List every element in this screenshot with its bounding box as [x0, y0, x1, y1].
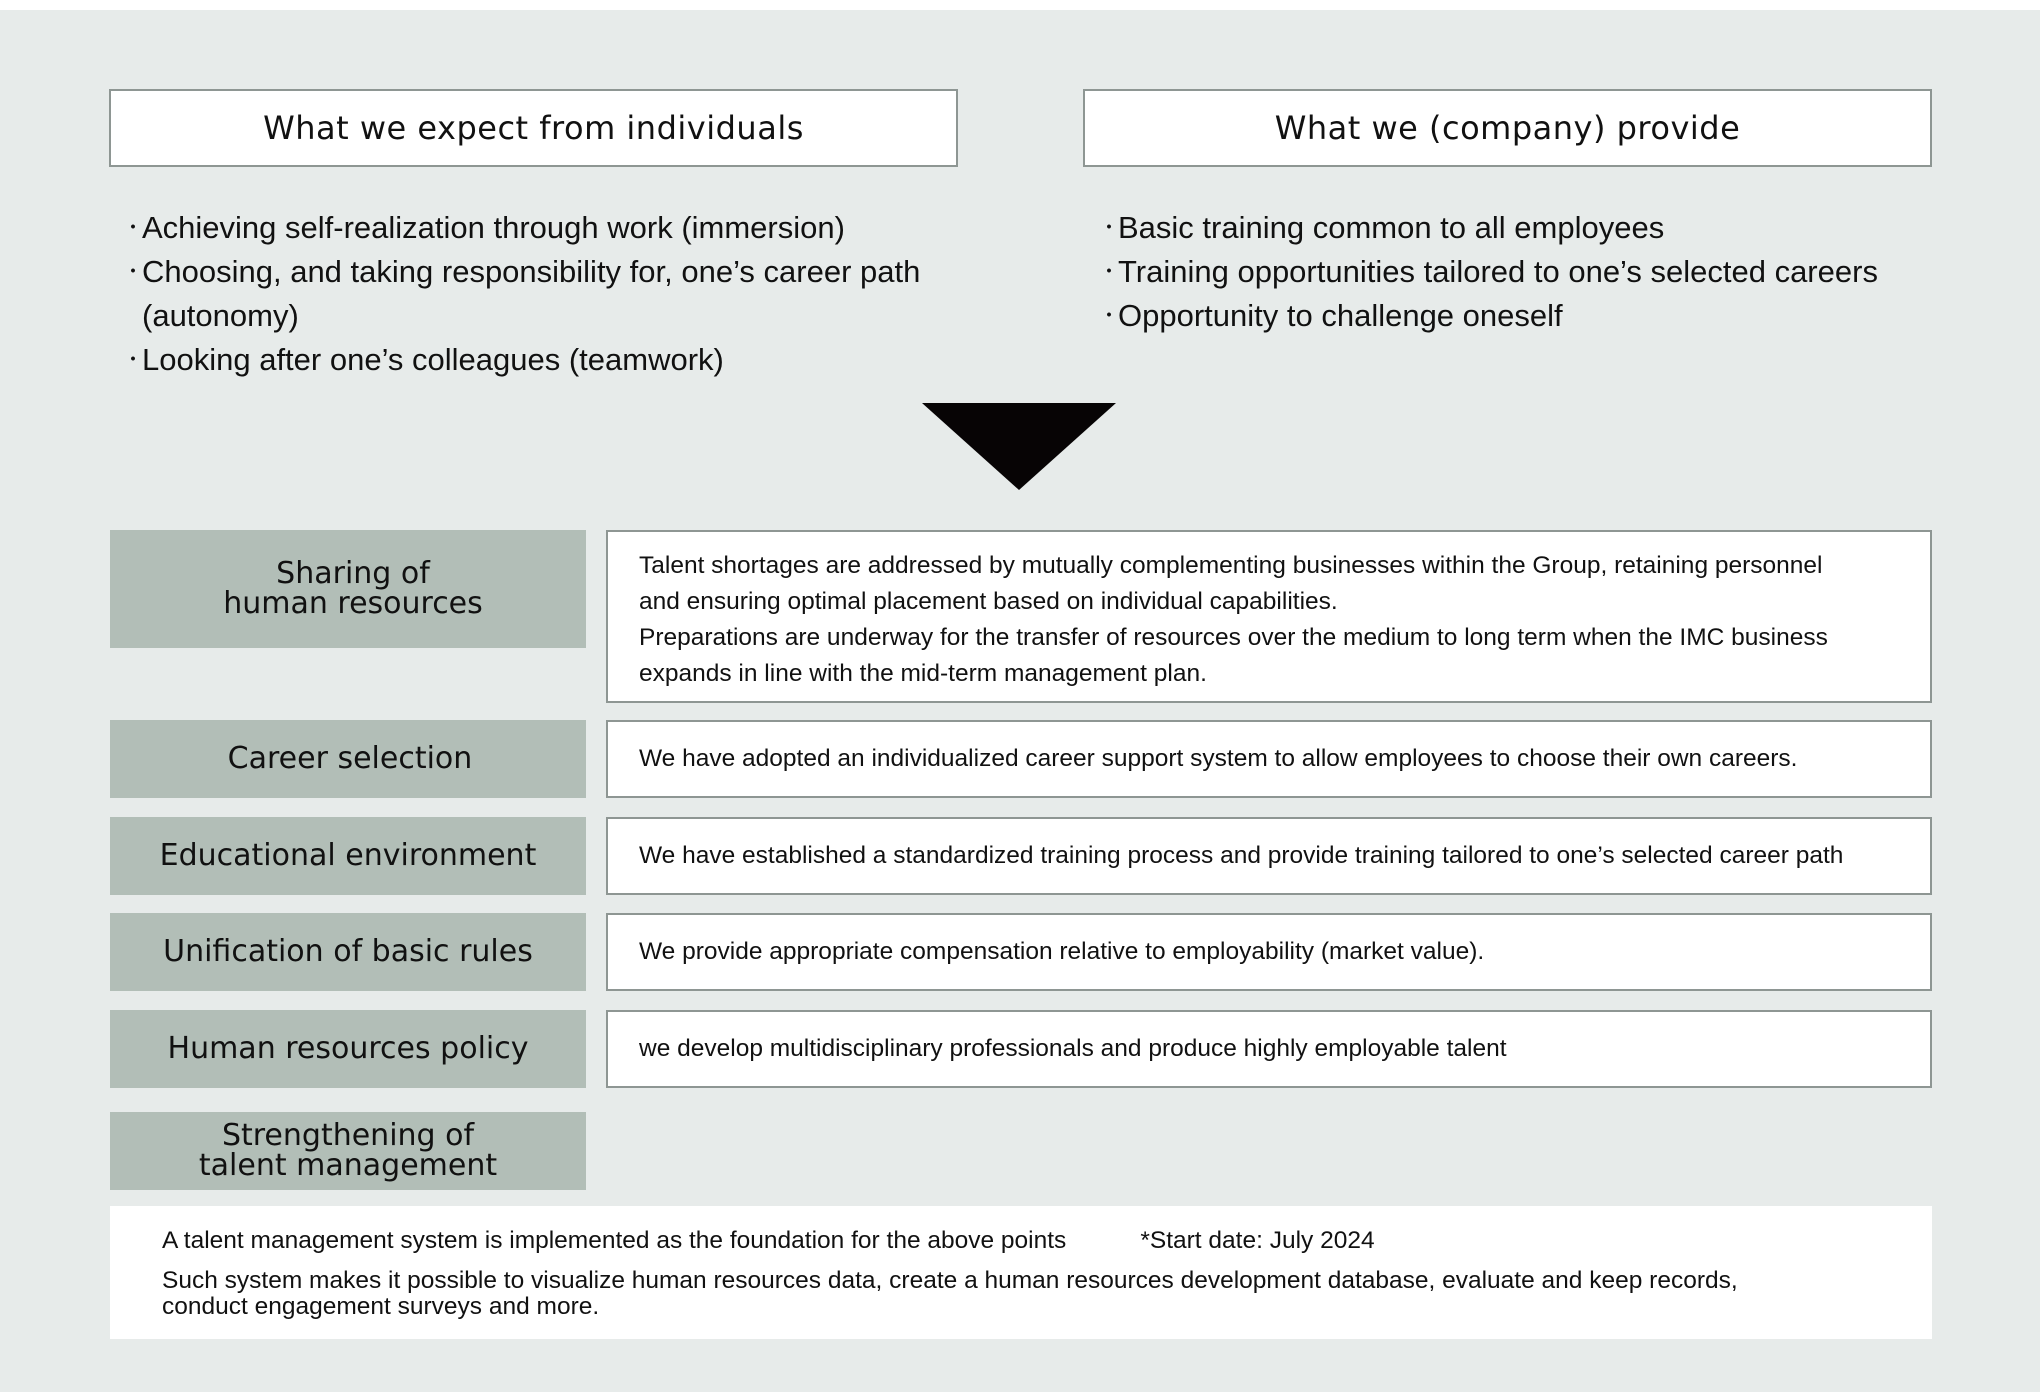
bullet-icon: ・: [122, 259, 145, 284]
label-text: Human resources policy: [167, 1031, 529, 1066]
label-line: Strengthening of: [221, 1118, 475, 1153]
individual-expectations-list: [118, 206, 958, 382]
label-human-resources-policy: [110, 1010, 586, 1088]
content-sharing-of-human-resources: [606, 530, 1932, 703]
bullet-icon: ・: [122, 347, 145, 372]
label-line: human resources: [223, 586, 483, 621]
content-text: We have established a standardized training process and provide training tailored to one’s selected career path: [639, 842, 1844, 869]
label-career-selection: [110, 720, 586, 798]
header-company-provides: [1083, 89, 1932, 167]
list-item: [118, 206, 958, 250]
label-text: Educational environment: [159, 838, 537, 873]
list-item: [118, 338, 958, 382]
content-text: we develop multidisciplinary professionals and produce highly employable talent: [639, 1035, 1507, 1062]
list-item-text: Looking after one’s colleagues (teamwork): [142, 342, 724, 377]
label-sharing-of-human-resources: [110, 530, 586, 648]
list-item-text: Basic training common to all employees: [1118, 210, 1665, 245]
list-item: [1094, 250, 1934, 294]
bullet-icon: ・: [122, 215, 145, 240]
start-date: *Start date: July 2024: [1140, 1227, 1375, 1254]
content-unification-of-basic-rules: [606, 913, 1932, 991]
label-text: Career selection: [227, 741, 473, 776]
content-line: Preparations are underway for the transfer of resources over the medium to long term when the IMC business: [639, 624, 1828, 651]
content-career-selection: [606, 720, 1932, 798]
list-item: [1094, 294, 1934, 338]
list-item-text: Opportunity to challenge oneself: [1118, 298, 1563, 333]
label-educational-environment: [110, 817, 586, 895]
bullet-icon: ・: [1098, 215, 1121, 240]
label-strengthening-of-talent-management: [110, 1112, 586, 1190]
list-item: [118, 250, 958, 338]
label-text: Unification of basic rules: [163, 934, 533, 969]
list-item: [1094, 206, 1934, 250]
label-unification-of-basic-rules: [110, 913, 586, 991]
content-text: We have adopted an individualized career support system to allow employees to choose their own careers.: [639, 745, 1798, 772]
content-line: and ensuring optimal placement based on individual capabilities.: [639, 588, 1338, 615]
label-line: talent management: [198, 1148, 498, 1183]
note-line: A talent management system is implemented as the foundation for the above points: [162, 1227, 1067, 1254]
company-provides-list: [1094, 206, 1934, 338]
content-text: We provide appropriate compensation relative to employability (market value).: [639, 938, 1485, 965]
talent-management-note: [110, 1206, 1932, 1339]
content-line: Talent shortages are addressed by mutually complementing businesses within the Group, retaining personnel: [639, 552, 1823, 579]
content-human-resources-policy: [606, 1010, 1932, 1088]
content-educational-environment: [606, 817, 1932, 895]
list-item-text: Training opportunities tailored to one’s selected careers: [1118, 254, 1878, 289]
down-triangle-icon: [922, 403, 1116, 490]
note-line: Such system makes it possible to visualize human resources data, create a human resources development database, evaluate and keep records,: [162, 1267, 1738, 1294]
header-right-text: What we (company) provide: [1274, 109, 1741, 147]
header-individual-expectations: [109, 89, 958, 167]
bullet-icon: ・: [1098, 303, 1121, 328]
header-left-text: What we expect from individuals: [263, 109, 804, 147]
list-item-text: Achieving self-realization through work (immersion): [142, 210, 845, 245]
content-line: expands in line with the mid-term management plan.: [639, 660, 1207, 687]
label-line: Sharing of: [276, 556, 430, 591]
list-item-text: Choosing, and taking responsibility for, one’s career path (autonomy): [142, 254, 921, 333]
bullet-icon: ・: [1098, 259, 1121, 284]
note-line: conduct engagement surveys and more.: [162, 1293, 600, 1320]
